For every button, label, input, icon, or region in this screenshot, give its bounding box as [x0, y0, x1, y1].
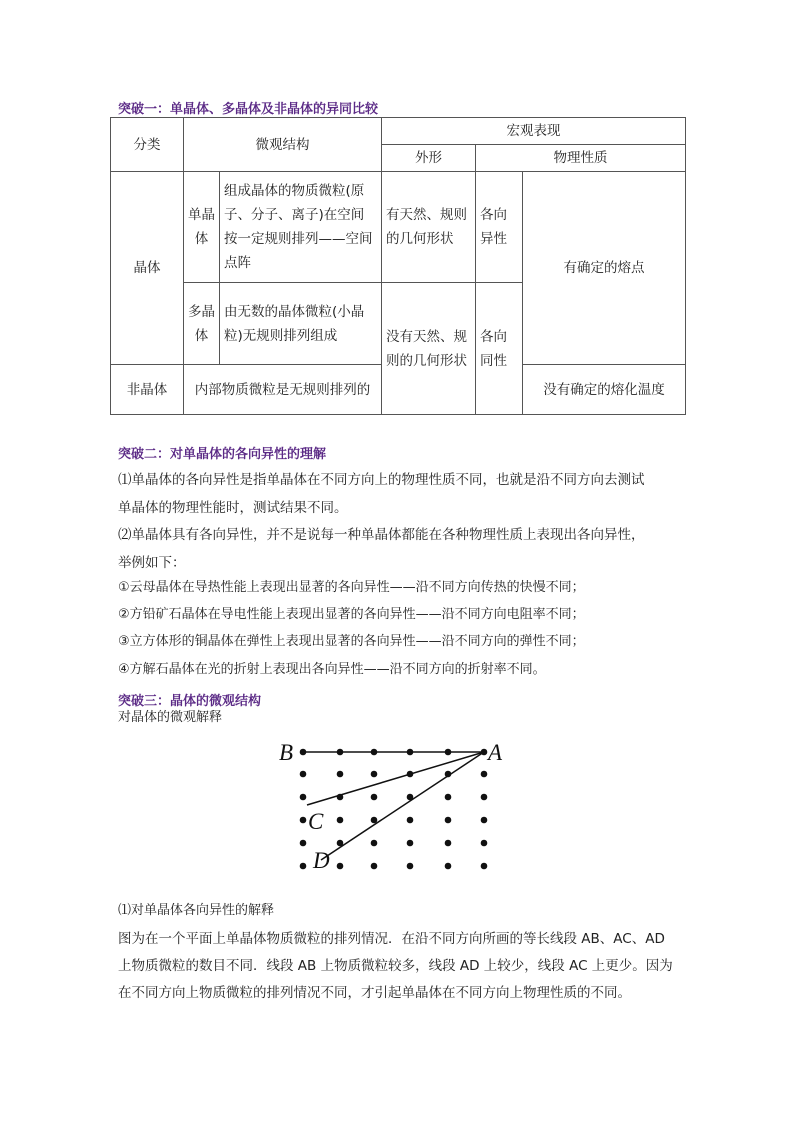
single-property-cell: 各向异性 — [476, 172, 523, 283]
section3-para-line3: 在不同方向上物质微粒的排列情况不同，才引起单晶体在不同方向上物理性质的不同。 — [118, 985, 631, 1001]
example-3: ③立方体形的铜晶体在弹性上表现出显著的各向异性——沿不同方向的弹性不同； — [118, 634, 585, 649]
crystal-lattice-figure — [270, 735, 520, 880]
poly-micro-cell: 由无数的晶体微粒(小晶粒)无规则排列组成 — [220, 283, 382, 365]
section3-sub1: ⑴对单晶体各向异性的解释 — [118, 903, 275, 918]
section3-intro: 对晶体的微观解释 — [118, 710, 223, 725]
comparison-table — [110, 117, 686, 415]
amorphous-melting-cell: 没有确定的熔化温度 — [523, 365, 686, 415]
section2-title: 突破二：对单晶体的各向异性的理解 — [118, 447, 327, 462]
section2-para2-line1: ⑵单晶体具有各向异性，并不是说每一种单晶体都能在各种物理性质上表现出各向异性， — [118, 527, 645, 543]
section2-para1-line1: ⑴单晶体的各向异性是指单晶体在不同方向上的物理性质不同，也就是沿不同方向去测试 — [118, 472, 645, 488]
label-a: A — [488, 740, 503, 765]
single-micro-cell: 组成晶体的物质微粒(原子、分子、离子)在空间按一定规则排列——空间点阵 — [220, 172, 382, 283]
section2-para1-line2: 单晶体的物理性能时，测试结果不同。 — [118, 500, 348, 516]
header-class: 分类 — [111, 118, 184, 172]
label-d: D — [313, 848, 330, 873]
example-4: ④方解石晶体在光的折射上表现出各向异性——沿不同方向的折射率不同。 — [118, 662, 546, 677]
section3-para-line2: 上物质微粒的数目不同．线段 AB 上物质微粒较多，线段 AD 上较少，线段 AC 上更少。因为 — [118, 958, 673, 974]
poly-shape-cell: 没有天然、规则的几何形状 — [382, 283, 476, 415]
single-crystal-cell: 单晶体 — [184, 172, 220, 283]
example-1: ①云母晶体在导热性能上表现出显著的各向异性——沿不同方向传热的快慢不同； — [118, 580, 585, 595]
section1-title: 突破一：单晶体、多晶体及非晶体的异同比较 — [118, 102, 379, 117]
section3-para-line1: 图为在一个平面上单晶体物质微粒的排列情况．在沿不同方向所画的等长线段 AB、AC、AD — [118, 931, 665, 947]
crystal-cell: 晶体 — [111, 172, 184, 365]
line-ad — [321, 752, 484, 860]
poly-crystal-cell: 多晶体 — [184, 283, 220, 365]
header-micro: 微观结构 — [184, 118, 382, 172]
example-2: ②方铅矿石晶体在导电性能上表现出显著的各向异性——沿不同方向电阻率不同； — [118, 607, 585, 622]
poly-property-cell: 各向同性 — [476, 283, 523, 415]
header-macro: 宏观表现 — [382, 118, 686, 145]
section3-title: 突破三：晶体的微观结构 — [118, 694, 262, 709]
melting-point-cell: 有确定的熔点 — [523, 172, 686, 365]
header-property: 物理性质 — [476, 145, 686, 172]
header-shape: 外形 — [382, 145, 476, 172]
label-b: B — [279, 740, 294, 765]
section2-para2-line2: 举例如下： — [118, 555, 186, 571]
single-shape-cell: 有天然、规则的几何形状 — [382, 172, 476, 283]
label-c: C — [308, 809, 324, 834]
amorphous-micro-cell: 内部物质微粒是无规则排列的 — [184, 365, 382, 415]
line-ac — [307, 752, 484, 805]
amorphous-cell: 非晶体 — [111, 365, 184, 415]
